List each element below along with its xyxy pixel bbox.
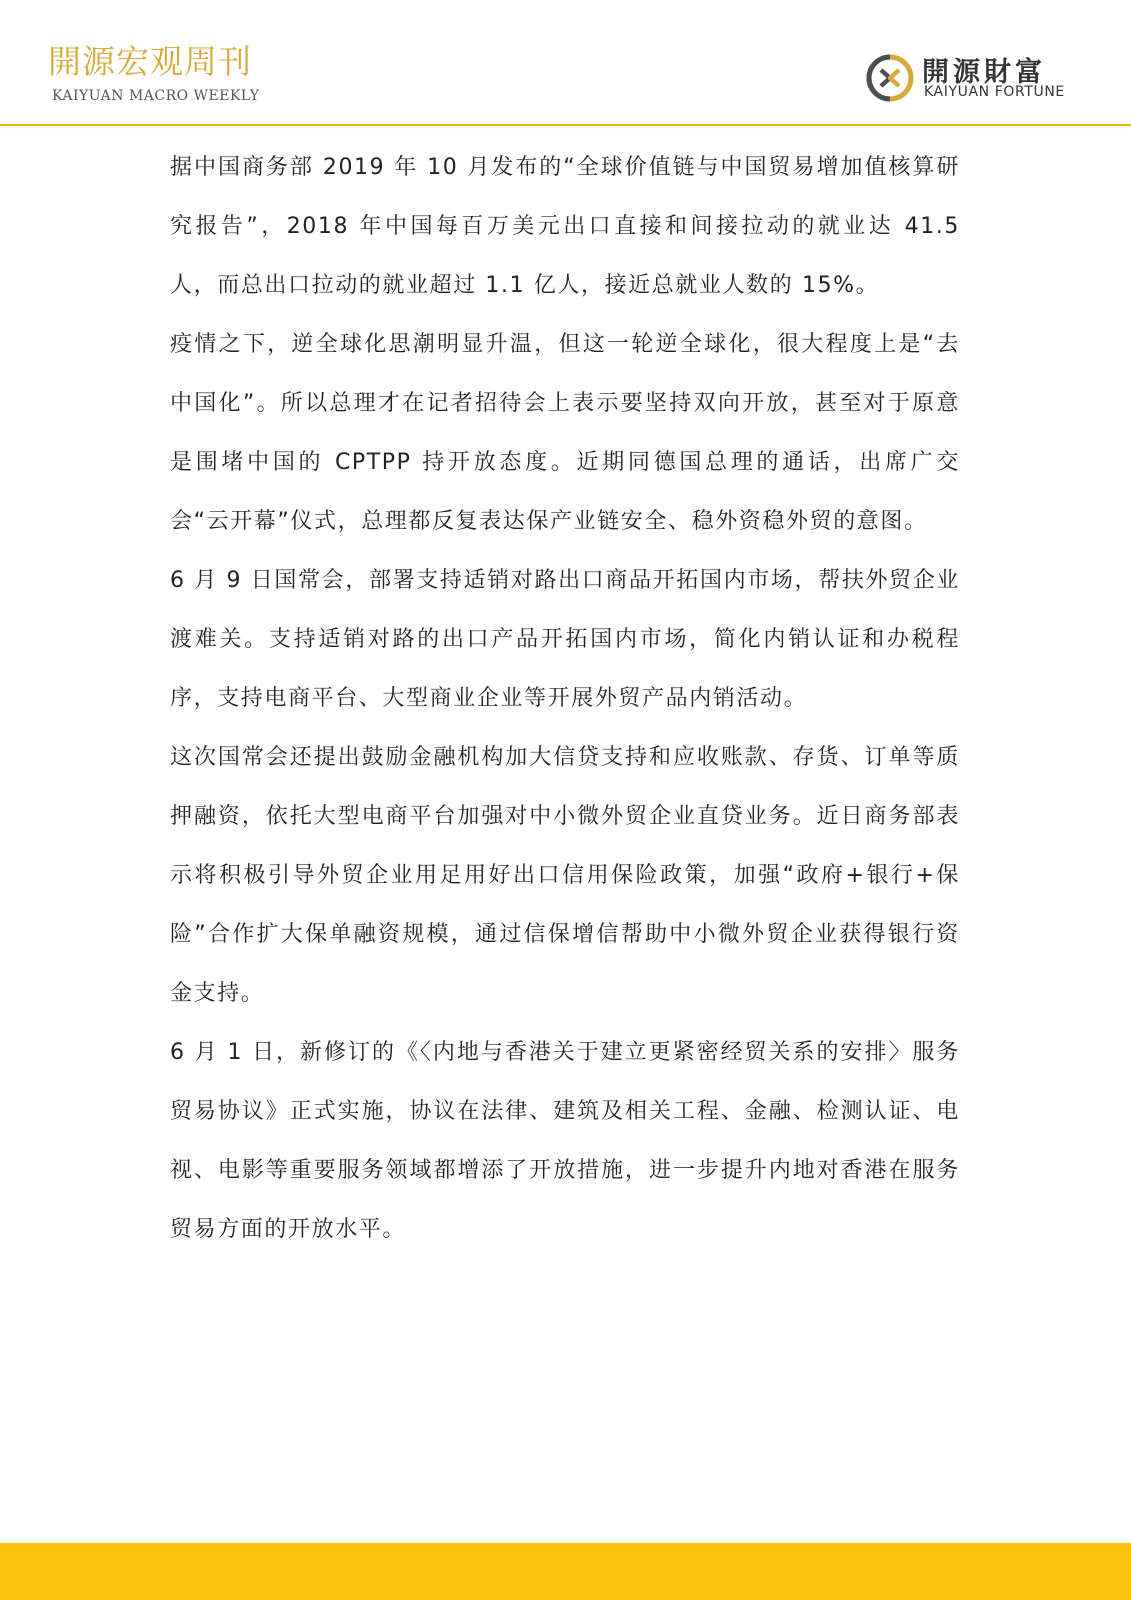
publication-subtitle: KAIYUAN MACRO WEEKLY	[52, 88, 260, 104]
article-body	[170, 138, 960, 1259]
paragraph-state-council-export: 6 月 9 日国常会，部署支持适销对路出口商品开拓国内市场，帮扶外贸企业渡难关。支持适销对路的出口产品开拓国内市场，简化内销认证和办税程序，支持电商平台、大型商业企业等开展外贸产品内销活动。	[170, 568, 960, 711]
logo-name-english: KAIYUAN FORTUNE	[924, 84, 1065, 100]
page-header	[0, 0, 1131, 126]
kaiyuan-fortune-logo	[866, 50, 1086, 106]
publication-title: 開源宏观周刊	[48, 42, 252, 81]
kaiyuan-logo-icon	[866, 54, 914, 102]
paragraph-financial-support: 这次国常会还提出鼓励金融机构加大信贷支持和应收账款、存货、订单等质押融资，依托大型电商平台加强对中小微外贸企业直贷业务。近日商务部表示将积极引导外贸企业用足用好出口信用保险政策，加强“政府+银行+保险”合作扩大保单融资规模，通过信保增信帮助中小微外贸企业获得银行资金支持。	[170, 745, 960, 1006]
header-divider	[0, 124, 1131, 126]
paragraph-employment: 据中国商务部 2019 年 10 月发布的“全球价值链与中国贸易增加值核算研究报告”，2018 年中国每百万美元出口直接和间接拉动的就业达 41.5 人，而总出口拉动的就业超过 1.1 亿人，接近总就业人数的 15%。	[170, 155, 960, 298]
paragraph-deglobalization: 疫情之下，逆全球化思潮明显升温，但这一轮逆全球化，很大程度上是“去中国化”。所以总理才在记者招待会上表示要坚持双向开放，甚至对于原意是围堵中国的 CPTPP 持开放态度。近期同德国总理的通话，出席广交会“云开幕”仪式，总理都反复表达保产业链安全、稳外资稳外贸的意图。	[170, 332, 960, 534]
footer-bar	[0, 1543, 1131, 1600]
paragraph-cepa-agreement: 6 月 1 日，新修订的《〈内地与香港关于建立更紧密经贸关系的安排〉服务贸易协议》正式实施，协议在法律、建筑及相关工程、金融、检测认证、电视、电影等重要服务领域都增添了开放措施，进一步提升内地对香港在服务贸易方面的开放水平。	[170, 1040, 960, 1242]
logo-name-chinese: 開源財富	[922, 57, 1046, 88]
